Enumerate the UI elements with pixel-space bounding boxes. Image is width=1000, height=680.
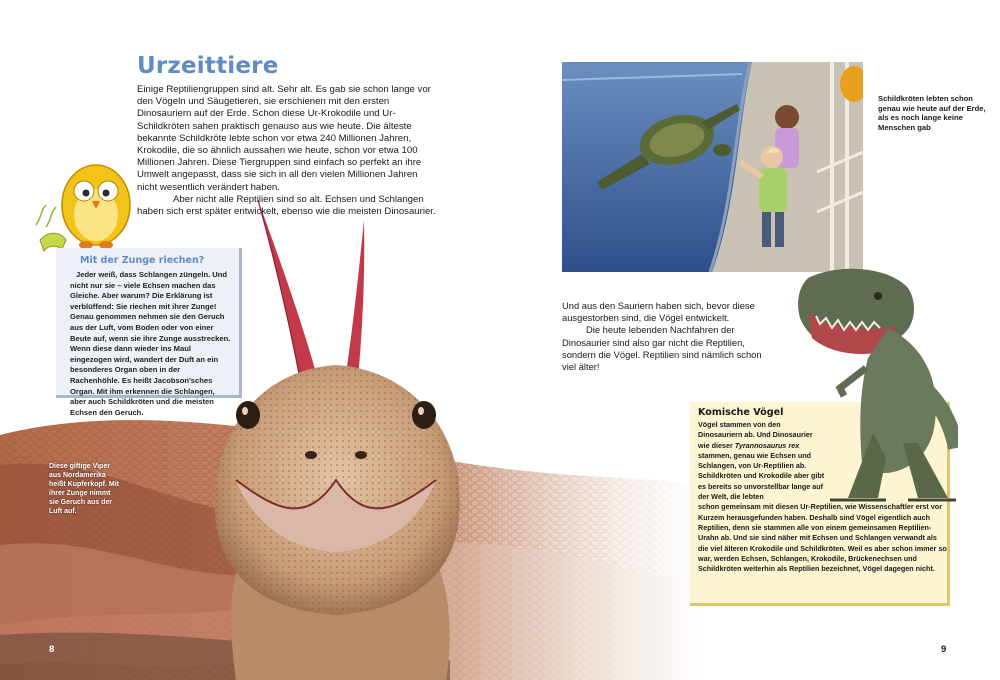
tyrannosaurus-illustration bbox=[768, 258, 958, 503]
page-number-right: 9 bbox=[941, 644, 947, 655]
birds-box-text-a: Vögel stammen von den Dinosauriern ab. Und Dinosaurier wie dieser bbox=[698, 420, 813, 450]
intro-paragraph-1: Einige Reptiliengruppen sind alt. Sehr alt. Es gab sie schon lange vor den Vögeln und Säugetieren, sie erschienen mit den ersten Dinosauriern auf der Erde. Schon diese Ur-Krokodile und Ur-Schildkröten sahen praktisch genauso aus wie heute. Die älteste bekannte Schildkröte lebte schon vor etwa 240 Millionen Jahren, Krokodile, die so ähnlich aussahen wie heute, schon vor etwa 100 Millionen Jahren. Diese Tiergruppen sind einfach so perfekt an ihre Umwelt angepasst, dass sie sich in all den vielen Millionen Jahren nicht wesentlich verändert haben. bbox=[137, 84, 431, 193]
birds-box-text-c: schon gemeinsam mit diesen Ur-Reptilien, wie Wissenschaftler erst vor Kurzem herausgefunden haben. Deshalb sind Vögel eigentlich auch Reptilien, denn sie stammen alle von einem gemeinsamen Reptilien-Urahn ab. Und sie sind näher mit Echsen und Schlangen verwandt als die viel älteren Krokodile und Schildkröten. Weil es aber schon immer so war, werden Echsen, Schlangen, Krokodile, Brückenechsen und Schildkröten weiterhin als Reptilien bezeichnet, Vögel dagegen nicht. bbox=[698, 502, 947, 574]
birds-paragraph-2: Die heute lebenden Nachfahren der Dinosaurier sind also gar nicht die Reptilien, sondern die Vögel. Reptilien sind nämlich schon viel älter! bbox=[562, 324, 762, 373]
right-page bbox=[500, 0, 1000, 680]
intro-paragraph-2: Aber nicht alle Reptilien sind so alt. Echsen und Schlangen haben sich erst später entwickelt, ebenso wie die meisten Dinosaurier. bbox=[137, 193, 436, 218]
snake-caption: Diese giftige Viper aus Nordamerika heißt Kupferkopf. Mit ihrer Zunge nimmt sie Geruch aus der Luft auf. bbox=[49, 463, 119, 515]
page-number-left: 8 bbox=[49, 644, 55, 655]
intro-text bbox=[137, 84, 437, 218]
tongue-box-paragraph: Jeder weiß, dass Schlangen züngeln. Und nicht nur sie – viele Echsen machen das Gleiche. Aber warum? Die Erklärung ist verblüffend: Sie riechen mit ihrer Zunge! Genau genommen nehmen sie den Geruch aus der Luft, vom Boden oder von einer Beute auf, wenn sie ihre Zunge ausstrecken. Wenn diese dann wieder ins Maul eingezogen wird, wandert der Duft an ein besonderes Organ oben in der Rachenhöhle. Es heißt Jacobson'sches Organ. Mit ihm erkennen die Schlangen, aber auch Schildkröten und die meisten Echsen den Geruch. bbox=[70, 270, 231, 417]
page-title: Urzeittiere bbox=[137, 53, 279, 79]
tongue-box-title: Mit der Zunge riechen? bbox=[80, 255, 205, 266]
species-name: Tyrannosaurus rex bbox=[734, 440, 800, 450]
birds-box-title: Komische Vögel bbox=[698, 407, 784, 418]
turtle-caption: Schildkröten lebten schon genau wie heute auf der Erde, als es noch lange keine Menschen gab bbox=[878, 94, 986, 132]
birds-box-text-b: stammen, genau wie Echsen und Schlangen, von Ur-Reptilien ab. Schildkröten und Krokodile aber gibt es bereits so unvorstellbar lange auf der Welt, die lebten bbox=[698, 450, 825, 502]
turtle-aquarium-photo bbox=[562, 62, 863, 272]
tongue-info-box bbox=[56, 248, 242, 417]
tongue-box-text bbox=[70, 270, 231, 418]
birds-paragraph-1: Und aus den Sauriern haben sich, bevor diese ausgestorben sind, die Vögel entwickelt. bbox=[562, 300, 755, 324]
birds-text bbox=[562, 300, 777, 373]
